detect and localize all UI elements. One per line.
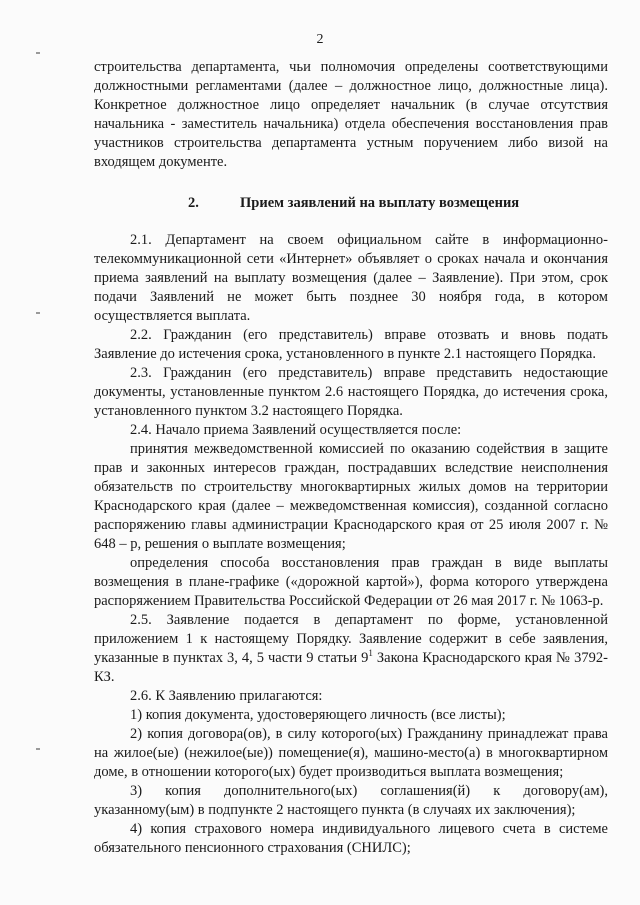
- page-number: 2: [316, 32, 324, 47]
- superscript: 1: [368, 648, 373, 658]
- paragraph-2-5-text: 2.5. Заявление подается в департамент по форме, установленной приложением 1 к настоящему Порядку. Заявление содержит в себе заявления, указанные в пунктах 3, 4, 5 части 9 статьи 9: [94, 612, 608, 666]
- margin-mark: [36, 748, 40, 750]
- paragraph-2-4-item-1: принятия межведомственной комиссией по оказанию содействия в защите прав и законных интересов граждан, пострадавших вследствие неисполнения обязательств по строительству многоквартирных жилых домов на территории Краснодарского края (далее – межведомственная комиссия), созданной согласно распоряжению главы администрации Краснодарского края от 25 июля 2007 г. № 648 – р, решения о выплате возмещения;: [94, 441, 608, 552]
- paragraph-2-3: 2.3. Гражданин (его представитель) вправе представить недостающие документы, установленные пунктом 2.6 настоящего Порядка, до истечения срока, установленного пунктом 3.2 настоящего Порядка.: [94, 365, 608, 419]
- paragraph-2-5: [94, 611, 608, 687]
- margin-mark: [36, 52, 40, 54]
- paragraph-2-1: 2.1. Департамент на своем официальном сайте в информационно-телекоммуникационной сети «Интернет» объявляет о сроках начала и окончания приема заявлений на выплату возмещения (далее – Заявление). При этом, срок подачи Заявлений не может быть позднее 30 ноября года, в котором осуществляется выплата.: [94, 232, 608, 324]
- intro-paragraph: строительства департамента, чьи полномочия определены соответствующими должностными регламентами (далее – должностное лицо, должностные лица). Конкретное должностное лицо определяет начальник (в случае отсутствия начальника - заместитель начальника) отдела обеспечения восстановления прав участников строительства департамента устным поручением либо визой на входящем документе.: [94, 59, 608, 170]
- list-item: 4) копия страхового номера индивидуального лицевого счета в системе обязательного пенсионного страхования (СНИЛС);: [94, 821, 608, 856]
- section-heading: [188, 194, 608, 213]
- list-item: 1) копия документа, удостоверяющего личность (все листы);: [130, 707, 506, 723]
- list-item: 2) копия договора(ов), в силу которого(ых) Гражданину принадлежат права на жилое(ые) (нежилое(ые)) помещение(я), машино-место(а) в многоквартирном доме, в отношении которого(ых) будет производиться выплата возмещения;: [94, 726, 608, 780]
- paragraph-2-5-text-end: Закона Краснодарского края № 3792-КЗ.: [94, 650, 608, 685]
- paragraph-2-2: 2.2. Гражданин (его представитель) вправе отозвать и вновь подать Заявление до истечения срока, установленного в пункте 2.1 настоящего Порядка.: [94, 327, 608, 362]
- section-title: Прием заявлений на выплату возмещения: [240, 195, 520, 211]
- margin-mark: [36, 312, 40, 314]
- paragraph-2-4-item-2: определения способа восстановления прав граждан в виде выплаты возмещения в плане-графике («дорожной картой»), форма которого утверждена распоряжением Правительства Российской Федерации от 26 мая 2017 г. № 1063-р.: [94, 555, 608, 609]
- paragraph-2-4: 2.4. Начало приема Заявлений осуществляется после:: [130, 422, 462, 438]
- paragraph-2-6: 2.6. К Заявлению прилагаются:: [130, 688, 323, 704]
- section-number: 2.: [188, 195, 199, 211]
- list-item: 3) копия дополнительного(ых) соглашения(й) к договору(ам), указанному(ым) в подпункте 2 настоящего пункта (в случаях их заключения);: [94, 783, 608, 818]
- document-body: [94, 58, 608, 858]
